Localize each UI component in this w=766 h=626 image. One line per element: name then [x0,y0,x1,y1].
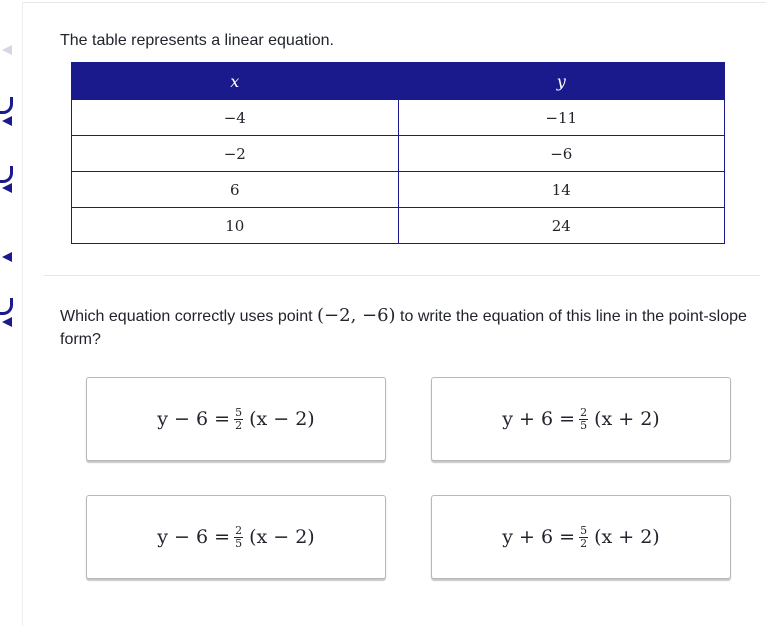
equation-right: (x − 2) [249,526,315,548]
fraction-numerator: 5 [235,405,243,419]
table-cell-x: −2 [72,136,399,172]
choice-equation [157,407,314,432]
slope-fraction [579,525,588,550]
table-header-row [72,63,725,100]
section-divider [44,275,760,276]
answer-choice-d[interactable] [431,495,731,579]
answer-choice-a[interactable] [86,377,386,461]
table-cell-y: −6 [398,136,725,172]
sidebar-progress-icon [0,166,13,183]
slope-fraction [234,525,243,550]
fraction-denominator: 5 [580,418,588,432]
answer-choice-c[interactable] [86,495,386,579]
sidebar-marker-icon [2,116,12,126]
equation-right: (x + 2) [594,408,660,430]
fraction-numerator: 2 [580,405,588,419]
top-rule [22,2,766,3]
table-cell-x: 10 [72,208,399,244]
question-text-start: Which equation correctly uses point [60,308,318,325]
equation-left: y − 6 = [157,408,231,430]
problem-prompt: The table represents a linear equation. [60,32,334,49]
sidebar-progress-icon [0,97,13,114]
equation-left: y + 6 = [502,526,576,548]
sidebar-progress-icon [0,298,13,315]
choice-equation [502,407,659,432]
left-rule [22,2,23,626]
equation-right: (x − 2) [249,408,315,430]
column-header-x: x [72,63,399,100]
equation-left: y − 6 = [157,526,231,548]
fraction-numerator: 5 [580,523,588,537]
table-row [72,100,725,136]
values-table [71,62,725,244]
table-row [72,208,725,244]
sidebar-marker-icon [2,45,12,55]
choice-equation [157,525,314,550]
answer-choice-b[interactable] [431,377,731,461]
table-row [72,172,725,208]
sidebar-marker-icon [2,252,12,262]
question-text [60,304,750,351]
table-cell-y: 24 [398,208,725,244]
sidebar-marker-icon [2,317,12,327]
question-text-end: to write the equation of this line in the point-slope form? [60,308,747,348]
choice-equation [502,525,659,550]
question-point: (−2, −6) [317,305,396,326]
fraction-denominator: 2 [235,418,243,432]
fraction-numerator: 2 [235,523,243,537]
sidebar-marker-icon [2,183,12,193]
slope-fraction [579,407,588,432]
fraction-denominator: 2 [580,536,588,550]
table-row [72,136,725,172]
slope-fraction [234,407,243,432]
table-cell-x: −4 [72,100,399,136]
table-cell-y: 14 [398,172,725,208]
equation-left: y + 6 = [502,408,576,430]
column-header-y: y [398,63,725,100]
table-cell-x: 6 [72,172,399,208]
table-cell-y: −11 [398,100,725,136]
equation-right: (x + 2) [594,526,660,548]
fraction-denominator: 5 [235,536,243,550]
